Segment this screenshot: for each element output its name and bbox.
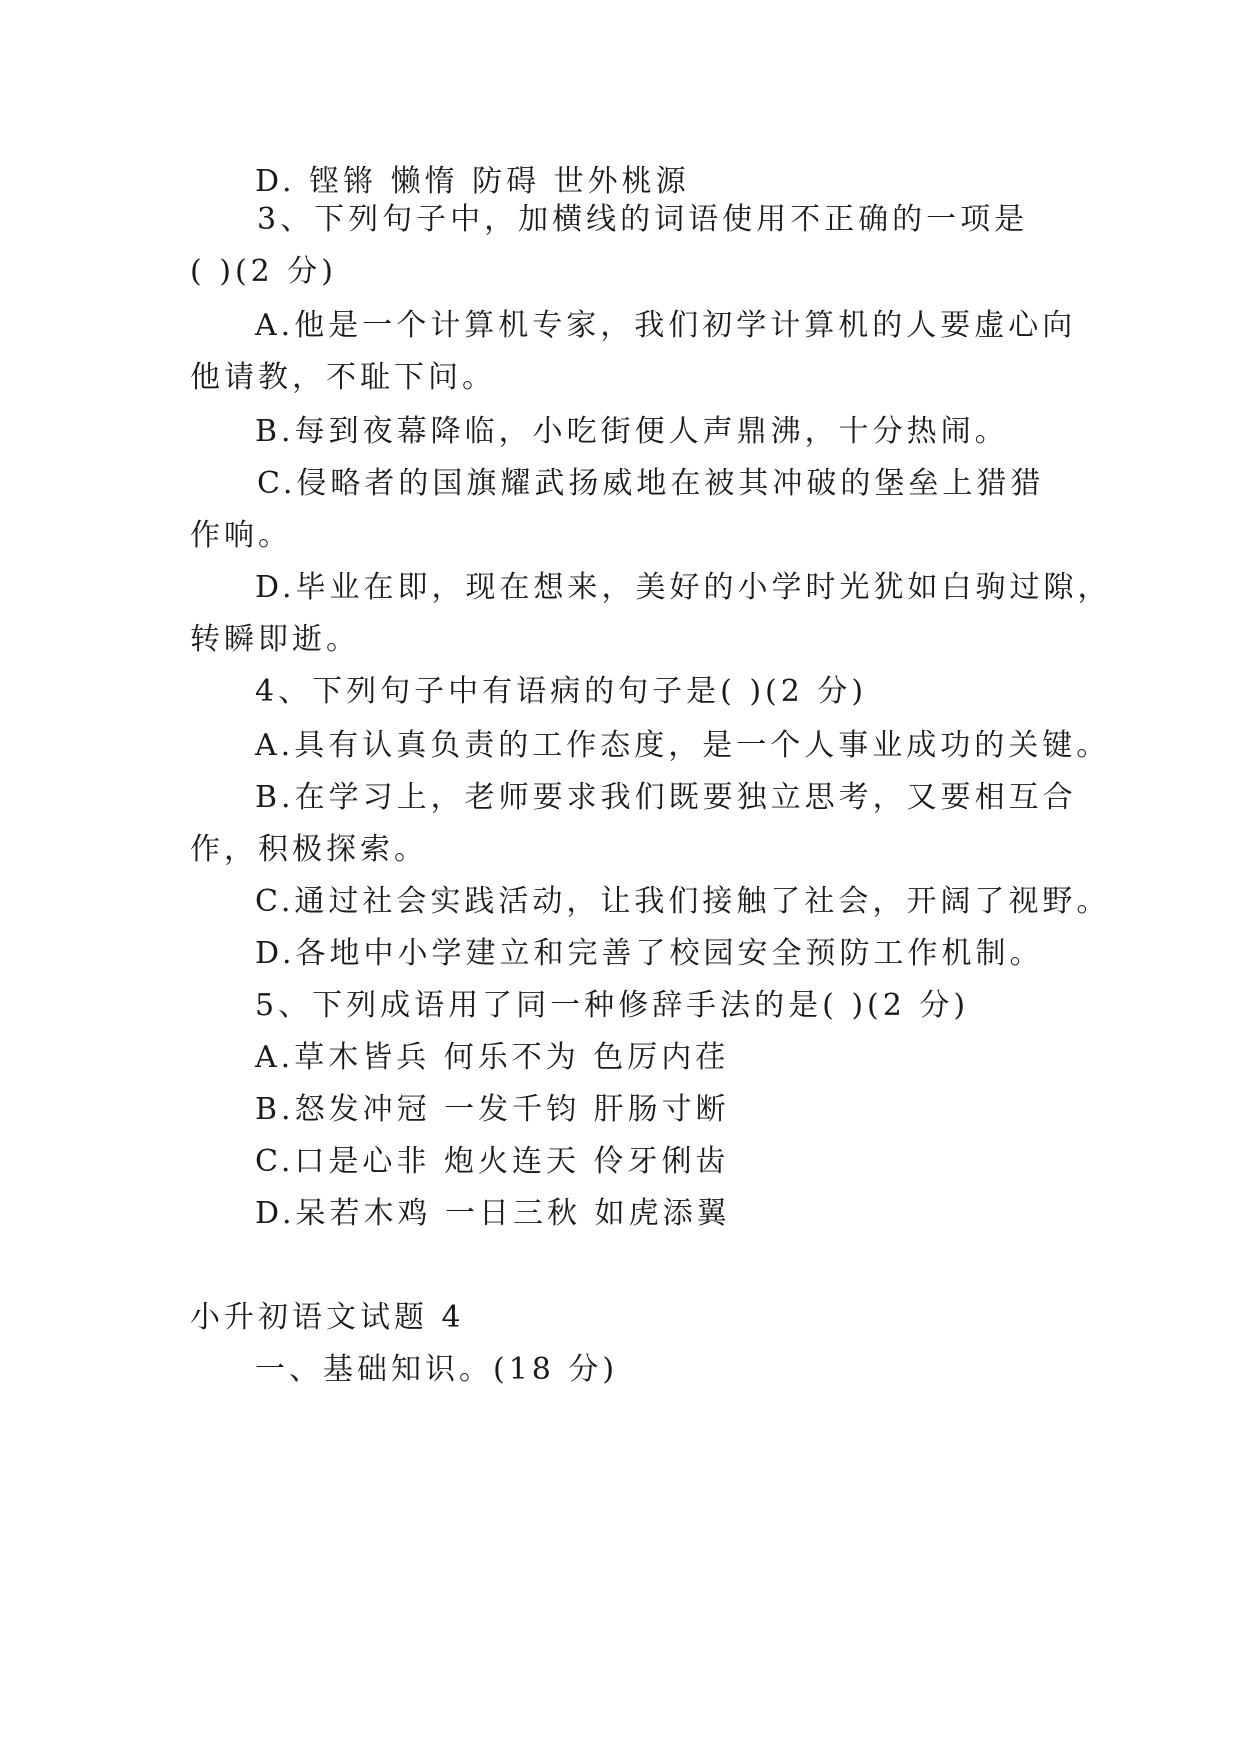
option-3c-line-1: C.侵略者的国旗耀武扬威地在被其冲破的堡垒上猎猎: [257, 466, 1045, 501]
option-3c-line-2: 作响。: [190, 518, 292, 553]
question-5-line: 5、下列成语用了同一种修辞手法的是( )(2 分): [255, 988, 970, 1023]
option-2d-line: D. 铿锵 懒惰 防碍 世外桃源: [255, 164, 690, 199]
question-3-line-1: 3、下列句子中，加横线的词语使用不正确的一项是: [257, 202, 1029, 237]
option-5d-line: D.呆若木鸡 一日三秋 如虎添翼: [255, 1196, 731, 1231]
option-5b-line: B.怒发冲冠 一发千钧 肝肠寸断: [255, 1092, 730, 1127]
option-3b-line: B.每到夜幕降临，小吃街便人声鼎沸，十分热闹。: [255, 414, 1009, 449]
option-4b-line-1: B.在学习上，老师要求我们既要独立思考，又要相互合: [255, 780, 1077, 815]
option-4c-line: C.通过社会实践活动，让我们接触了社会，开阔了视野。: [255, 884, 1111, 919]
section-title: 小升初语文试题 4: [190, 1300, 465, 1335]
option-5a-line: A.草木皆兵 何乐不为 色厉内荏: [255, 1040, 730, 1075]
option-3d-line-1: D.毕业在即，现在想来，美好的小学时光犹如白驹过隙，: [255, 570, 1112, 605]
option-3a-line-2: 他请教，不耻下问。: [190, 360, 496, 395]
option-5c-line: C.口是心非 炮火连天 伶牙俐齿: [255, 1144, 730, 1179]
section-1-heading: 一、基础知识。(18 分): [255, 1352, 619, 1387]
option-3d-line-2: 转瞬即逝。: [190, 622, 360, 657]
question-3-line-2: ( )(2 分): [190, 254, 337, 289]
option-4b-line-2: 作，积极探索。: [190, 832, 428, 867]
question-4-line: 4、下列句子中有语病的句子是( )(2 分): [255, 674, 868, 709]
option-4a-line: A.具有认真负责的工作态度，是一个人事业成功的关键。: [255, 728, 1111, 763]
option-4d-line: D.各地中小学建立和完善了校园安全预防工作机制。: [255, 936, 1044, 971]
option-3a-line-1: A.他是一个计算机专家，我们初学计算机的人要虚心向: [255, 308, 1077, 343]
